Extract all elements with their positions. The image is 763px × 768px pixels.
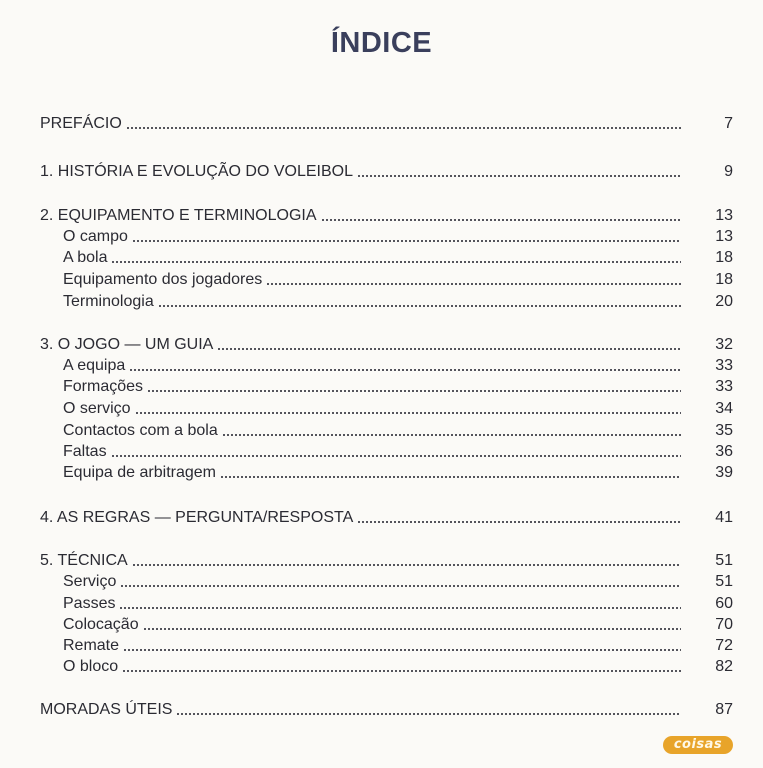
- toc-entry-page-number: 18: [715, 249, 733, 266]
- toc-entry: [63, 461, 733, 483]
- dot-leader: [132, 563, 681, 567]
- toc-entry: [63, 246, 733, 268]
- toc-entry-label: PREFÁCIO: [40, 115, 122, 132]
- dot-leader: [321, 218, 682, 222]
- toc-entry: [63, 592, 733, 614]
- toc-entry-label: Passes: [63, 595, 116, 612]
- toc-entry-label: 1. HISTÓRIA E EVOLUÇÃO DO VOLEIBOL: [40, 163, 353, 180]
- dot-leader: [217, 347, 681, 351]
- toc-entry-label: Colocação: [63, 616, 139, 633]
- toc-entry-label: Formações: [63, 378, 144, 395]
- dot-leader: [176, 712, 681, 716]
- toc-entry-page-number: 9: [724, 163, 733, 180]
- toc-entry-label: Faltas: [63, 443, 107, 460]
- toc-entry: [40, 333, 733, 355]
- toc-entry: [63, 268, 733, 290]
- toc-entry-page-number: 35: [715, 422, 733, 439]
- toc-entry: [40, 549, 733, 571]
- toc-entry-label: MORADAS ÚTEIS: [40, 701, 173, 718]
- dot-leader: [147, 389, 681, 393]
- toc-entry: [40, 160, 733, 182]
- toc-entry: [63, 613, 733, 635]
- toc-entry-page-number: 41: [715, 509, 733, 526]
- dot-leader: [129, 368, 681, 372]
- toc-entry-page-number: 39: [715, 464, 733, 481]
- toc-entry-page-number: 36: [715, 443, 733, 460]
- toc-entry-label: Remate: [63, 637, 120, 654]
- toc-entry-page-number: 70: [715, 616, 733, 633]
- dot-leader: [126, 126, 681, 130]
- toc-entry: [63, 397, 733, 419]
- toc-entry: [63, 225, 733, 247]
- toc-entry: [63, 375, 733, 397]
- toc-entry: [40, 204, 733, 226]
- dot-leader: [111, 454, 681, 458]
- toc-entry: [63, 354, 733, 376]
- toc-entry: [63, 290, 733, 312]
- toc-entry: [63, 440, 733, 462]
- toc-entry-label: Serviço: [63, 573, 117, 590]
- toc-entry: [63, 634, 733, 656]
- toc-entry-page-number: 87: [715, 701, 733, 718]
- toc-entry-page-number: 33: [715, 378, 733, 395]
- toc-entry-label: 2. EQUIPAMENTO E TERMINOLOGIA: [40, 207, 317, 224]
- toc-entry-page-number: 72: [715, 637, 733, 654]
- toc-entry-page-number: 18: [715, 271, 733, 288]
- dot-leader: [120, 584, 681, 588]
- dot-leader: [143, 627, 681, 631]
- coisas-logo: coisas: [663, 736, 733, 754]
- toc-entry: [63, 570, 733, 592]
- dot-leader: [132, 239, 681, 243]
- dot-leader: [357, 174, 681, 178]
- toc-entry-label: A equipa: [63, 357, 126, 374]
- dot-leader: [158, 304, 681, 308]
- toc-entry-page-number: 32: [715, 336, 733, 353]
- toc-entry-label: A bola: [63, 249, 108, 266]
- toc-entry: [63, 655, 733, 677]
- toc-entry-page-number: 51: [715, 552, 733, 569]
- toc-entry-label: O bloco: [63, 658, 119, 675]
- dot-leader: [123, 648, 681, 652]
- dot-leader: [266, 282, 681, 286]
- toc-entry-page-number: 51: [715, 573, 733, 590]
- toc-entry-page-number: 7: [724, 115, 733, 132]
- dot-leader: [135, 411, 681, 415]
- toc-entry-page-number: 34: [715, 400, 733, 417]
- dot-leader: [122, 669, 681, 673]
- toc-entry-page-number: 60: [715, 595, 733, 612]
- toc-entry-page-number: 33: [715, 357, 733, 374]
- toc-entry-label: O campo: [63, 228, 128, 245]
- dot-leader: [357, 520, 681, 524]
- toc-entry-label: 5. TÉCNICA: [40, 552, 128, 569]
- toc-entry-label: O serviço: [63, 400, 131, 417]
- toc-entry-page-number: 20: [715, 293, 733, 310]
- page-title: ÍNDICE: [330, 27, 433, 59]
- toc-entry-page-number: 13: [715, 207, 733, 224]
- toc-entry-label: 3. O JOGO — UM GUIA: [40, 336, 214, 353]
- toc-entry-label: Equipa de arbitragem: [63, 464, 216, 481]
- toc-entry-label: Contactos com a bola: [63, 422, 218, 439]
- dot-leader: [111, 260, 681, 264]
- dot-leader: [119, 606, 681, 610]
- toc-entry-label: Equipamento dos jogadores: [63, 271, 263, 288]
- toc-entry: [63, 419, 733, 441]
- toc-entry-page-number: 82: [715, 658, 733, 675]
- toc-entry: [40, 698, 733, 720]
- toc-entry: [40, 112, 733, 134]
- toc-entry-page-number: 13: [715, 228, 733, 245]
- dot-leader: [220, 475, 681, 479]
- dot-leader: [222, 433, 681, 437]
- toc-entry: [40, 506, 733, 528]
- toc-entry-label: 4. AS REGRAS — PERGUNTA/RESPOSTA: [40, 509, 354, 526]
- toc-entry-label: Terminologia: [63, 293, 154, 310]
